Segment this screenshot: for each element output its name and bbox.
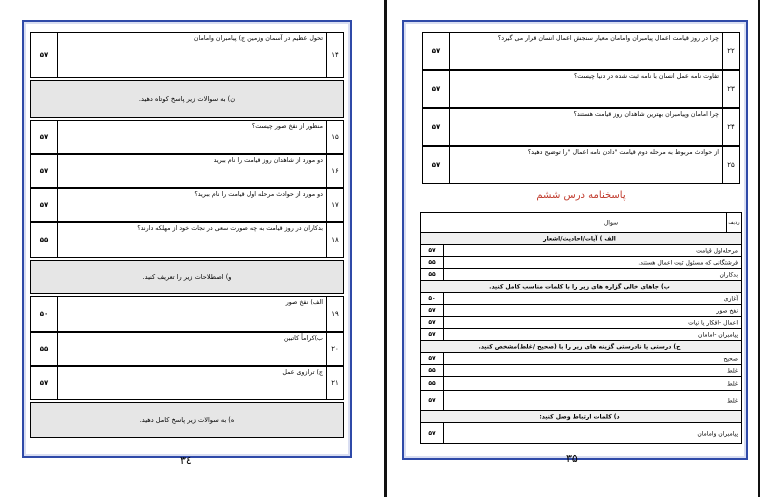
group-label: الف ) آیات/احادیث/اشعار [543,235,616,242]
answer-row [421,305,741,317]
question-score: ۵۷ [423,33,450,69]
answer-text: پیامبران -امامان [698,331,738,338]
answer-row [421,293,741,305]
answer-group-heading [421,411,741,423]
question-text: از حوادث مربوط به مرحله دوم قیامت "دادن نامه اعمال "را توضیح دهید؟ [527,149,719,156]
answer-text: نفخ صور [716,307,738,314]
answer-row [421,245,741,257]
question-row [422,32,740,70]
group-label: ب) جاهای خالی گزاره های زیر را با کلمات مناسب کامل کنید. [489,283,670,290]
question-text: دو مورد از حوادث مرحله اول قیامت را نام ببرید؟ [194,191,323,198]
answer-group-heading [421,281,741,293]
page-divider [384,0,387,497]
question-score: ۵۷ [31,33,58,77]
question-number: ۱۸ [326,223,343,257]
question-row [422,70,740,108]
definition-row [30,332,344,366]
question-row [422,108,740,146]
question-text: بدکاران در روز قیامت به چه صورت سعی در نجات خود از مهلکه دارند؟ [137,225,323,232]
section-heading: ه) به سوالات زیر پاسخ کامل دهید. [30,402,344,438]
question-row [422,146,740,184]
left-page [8,10,352,488]
question-number: ۱۷ [326,189,343,221]
answer-row [421,317,741,329]
answer-score: ۵۷ [421,423,444,444]
question-number: ۲۱ [326,367,343,399]
answer-score: ۵۰ [421,293,444,304]
answer-text: فرشتگانی که مسئول ثبت اعمال هستند. [638,259,738,266]
question-text: الف) نفخ صور [285,299,323,306]
question-row [30,120,344,154]
question-score: ۵۰ [31,297,58,331]
question-row [30,222,344,258]
right-page-frame [402,20,748,460]
question-text: چرا در روز قیامت اعمال پیامبران وامامان معیار سنجش اعمال انسان قرار می گیرد؟ [497,35,719,42]
answer-text: غلط [727,397,738,404]
answer-text: آغازی [723,295,738,302]
question-score: ۵۷ [31,189,58,221]
answer-row [421,365,741,377]
answer-group-heading [421,341,741,353]
page-edge [758,0,760,497]
question-text: منظور از نفخ صور چیست؟ [251,123,323,130]
question-number: ۱۵ [326,121,343,153]
answer-row [421,423,741,444]
question-number: ۲۳ [722,71,739,107]
answer-score: ۵۷ [421,329,444,340]
answer-text: پیامبران وامامان [697,430,738,437]
question-score: ۵۷ [31,367,58,399]
question-score: ۵۵ [31,333,58,365]
question-number: ۲۰ [326,333,343,365]
page-number: ۳۵ [566,452,578,465]
question-row [30,32,344,78]
section-heading: ن) به سوالات زیر پاسخ کوتاه دهید. [30,80,344,118]
answer-score: ۵۷ [421,245,444,256]
answer-row [421,353,741,365]
answer-sheet-title: پاسخنامه درس ششم [536,190,626,201]
group-label: د) کلمات ارتباط وصل کنید: [539,413,620,420]
question-text: دو مورد از شاهدان روز قیامت را نام ببرید [213,157,323,164]
question-number: ۱۶ [326,155,343,187]
answer-score: ۵۷ [421,305,444,316]
answer-text: اعمال -افکار یا نیات [688,319,738,326]
right-page [398,10,754,488]
question-row [30,188,344,222]
answer-score: ۵۵ [421,269,444,280]
answer-text: مرحله‌اول قیامت [696,247,738,254]
definition-row [30,366,344,400]
left-page-frame [22,20,352,458]
question-score: ۵۷ [423,109,450,145]
question-score: ۵۷ [423,147,450,183]
answer-table [420,212,742,444]
answer-score: ۵۷ [421,353,444,364]
answer-score: ۵۵ [421,377,444,390]
question-text: ج) ترازوی عمل [282,369,323,376]
answer-score: ۵۷ [421,317,444,328]
answer-row [421,391,741,411]
answer-text: صحیح [723,355,738,362]
answer-score: ۵۵ [421,257,444,268]
question-row [30,154,344,188]
question-score: ۵۷ [31,121,58,153]
answer-group-heading [421,233,741,245]
question-number: ۲۴ [722,109,739,145]
answer-score: ۵۷ [421,391,444,410]
header-col-question: سوال [603,219,619,226]
answer-text: غلط [727,380,738,387]
page-number: ۳٤ [180,454,192,467]
question-text: چرا امامان وپیامبران بهترین شاهدان روز قیامت هستند؟ [573,111,719,118]
question-text: تحول عظیم در آسمان وزمین ج) پیامبران وامامان [193,35,323,42]
answer-row [421,377,741,391]
question-number: ۱۴ [326,33,343,77]
question-score: ۵۷ [31,155,58,187]
group-label: ج) درستی یا نادرستی گزینه های زیر را با (صحیح /غلط)مشخص کنید. [478,343,681,350]
question-text: تفاوت نامه عمل انسان با نامه ثبت شده در دنیا چیست؟ [573,73,719,80]
answer-row [421,257,741,269]
answer-text: بدکاران [719,271,738,278]
question-number: ۲۵ [722,147,739,183]
question-number: ۱۹ [326,297,343,331]
question-number: ۲۲ [722,33,739,69]
question-score: ۵۷ [423,71,450,107]
answer-score: ۵۵ [421,365,444,376]
answer-row [421,269,741,281]
question-text: ب)کراماً کاتبین [283,335,323,342]
answer-text: غلط [727,367,738,374]
header-col-num: ردیف [726,213,741,232]
answer-table-header [421,213,741,233]
section-heading: و) اصطلاحات زیر را تعریف کنید. [30,260,344,294]
question-score: ۵۵ [31,223,58,257]
answer-row [421,329,741,341]
definition-row [30,296,344,332]
